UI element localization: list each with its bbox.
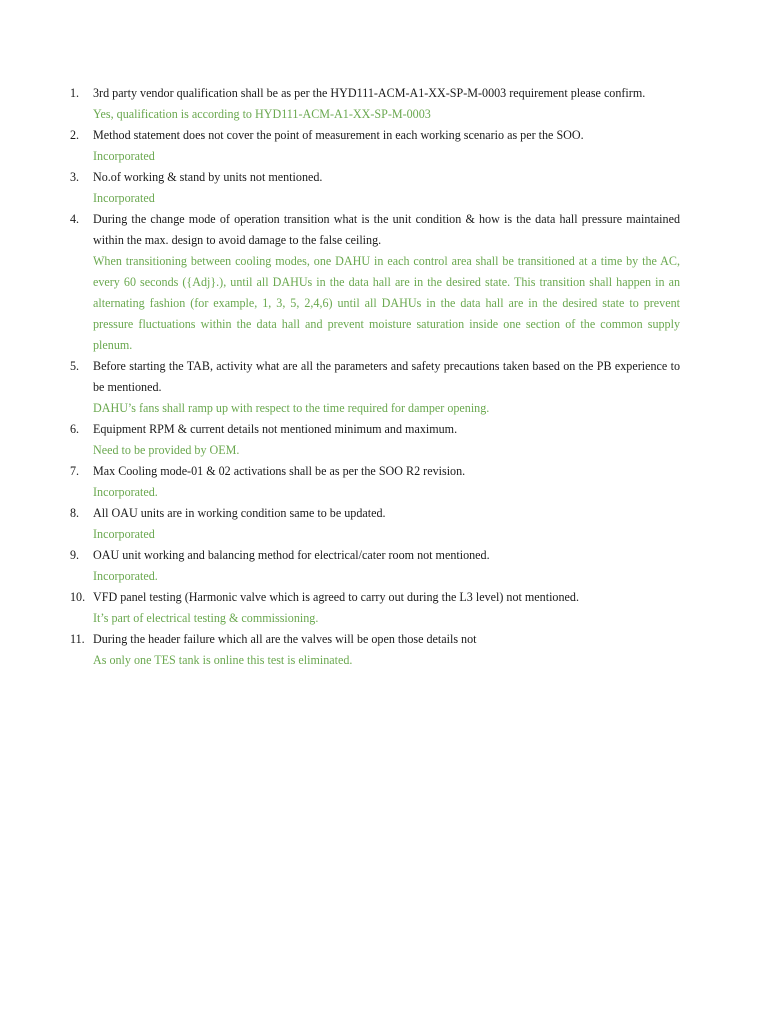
list-item	[60, 83, 680, 125]
item-number: 11.	[70, 632, 85, 646]
list-item	[60, 545, 680, 587]
item-body	[93, 503, 680, 545]
item-body	[93, 83, 680, 125]
item-number: 2.	[70, 128, 80, 142]
answer-text: Incorporated	[93, 149, 155, 163]
answer-text: Incorporated	[93, 527, 155, 541]
list-item	[60, 167, 680, 209]
answer-text: Incorporated.	[93, 485, 158, 499]
answer-text: It’s part of electrical testing & commissioning.	[93, 611, 319, 625]
list-item	[60, 125, 680, 167]
item-number: 3.	[70, 170, 80, 184]
item-number: 5.	[70, 359, 80, 373]
item-body	[93, 356, 680, 419]
question-text: During the change mode of operation transition what is the unit condition & how is the data hall pressure maintained within the max. design to avoid damage to the false ceiling.	[93, 212, 680, 247]
answer-text: Incorporated.	[93, 569, 158, 583]
item-body	[93, 167, 680, 209]
item-number: 8.	[70, 506, 80, 520]
question-text: All OAU units are in working condition same to be updated.	[93, 506, 386, 520]
item-body	[93, 587, 680, 629]
answer-text: Yes, qualification is according to HYD111-ACM-A1-XX-SP-M-0003	[93, 107, 431, 121]
item-body	[93, 419, 680, 461]
answer-text: When transitioning between cooling modes, one DAHU in each control area shall be transitioned at a time by the AC, every 60 seconds ({Adj}.), until all DAHUs in the data hall are in the desired state. This transition shall happen in an alternating fashion (for example, 1, 3, 5, 2,4,6) until all DAHUs in the data hall are in the desired state to prevent pressure fluctuations within the data hall and prevent moisture saturation inside one section of the common supply plenum.	[93, 254, 680, 352]
item-number: 7.	[70, 464, 80, 478]
list-item	[60, 419, 680, 461]
item-body	[93, 629, 680, 671]
item-number: 4.	[70, 212, 80, 226]
item-number: 1.	[70, 86, 80, 100]
question-text: Max Cooling mode-01 & 02 activations shall be as per the SOO R2 revision.	[93, 464, 466, 478]
answer-text: DAHU’s fans shall ramp up with respect to the time required for damper opening.	[93, 401, 490, 415]
item-body	[93, 545, 680, 587]
answer-text: As only one TES tank is online this test is eliminated.	[93, 653, 353, 667]
list-item	[60, 461, 680, 503]
list-item	[60, 587, 680, 629]
question-text: Method statement does not cover the point of measurement in each working scenario as per the SOO.	[93, 128, 584, 142]
question-text: Equipment RPM & current details not mentioned minimum and maximum.	[93, 422, 458, 436]
item-body	[93, 461, 680, 503]
item-body	[93, 209, 680, 356]
question-text: Before starting the TAB, activity what are all the parameters and safety precautions taken based on the PB experience to be mentioned.	[93, 359, 680, 394]
list-item	[60, 629, 680, 671]
list-item	[60, 209, 680, 356]
item-body	[93, 125, 680, 167]
list-item	[60, 503, 680, 545]
answer-text: Need to be provided by OEM.	[93, 443, 240, 457]
item-number: 9.	[70, 548, 80, 562]
question-text: VFD panel testing (Harmonic valve which is agreed to carry out during the L3 level) not mentioned.	[93, 590, 579, 604]
list-item	[60, 356, 680, 419]
answer-text: Incorporated	[93, 191, 155, 205]
question-text: OAU unit working and balancing method for electrical/cater room not mentioned.	[93, 548, 490, 562]
question-text: During the header failure which all are the valves will be open those details not	[93, 632, 477, 646]
qa-list	[60, 83, 680, 671]
item-number: 10.	[70, 590, 86, 604]
question-text: No.of working & stand by units not mentioned.	[93, 170, 323, 184]
question-text: 3rd party vendor qualification shall be as per the HYD111-ACM-A1-XX-SP-M-0003 requirement please confirm.	[93, 86, 646, 100]
item-number: 6.	[70, 422, 80, 436]
